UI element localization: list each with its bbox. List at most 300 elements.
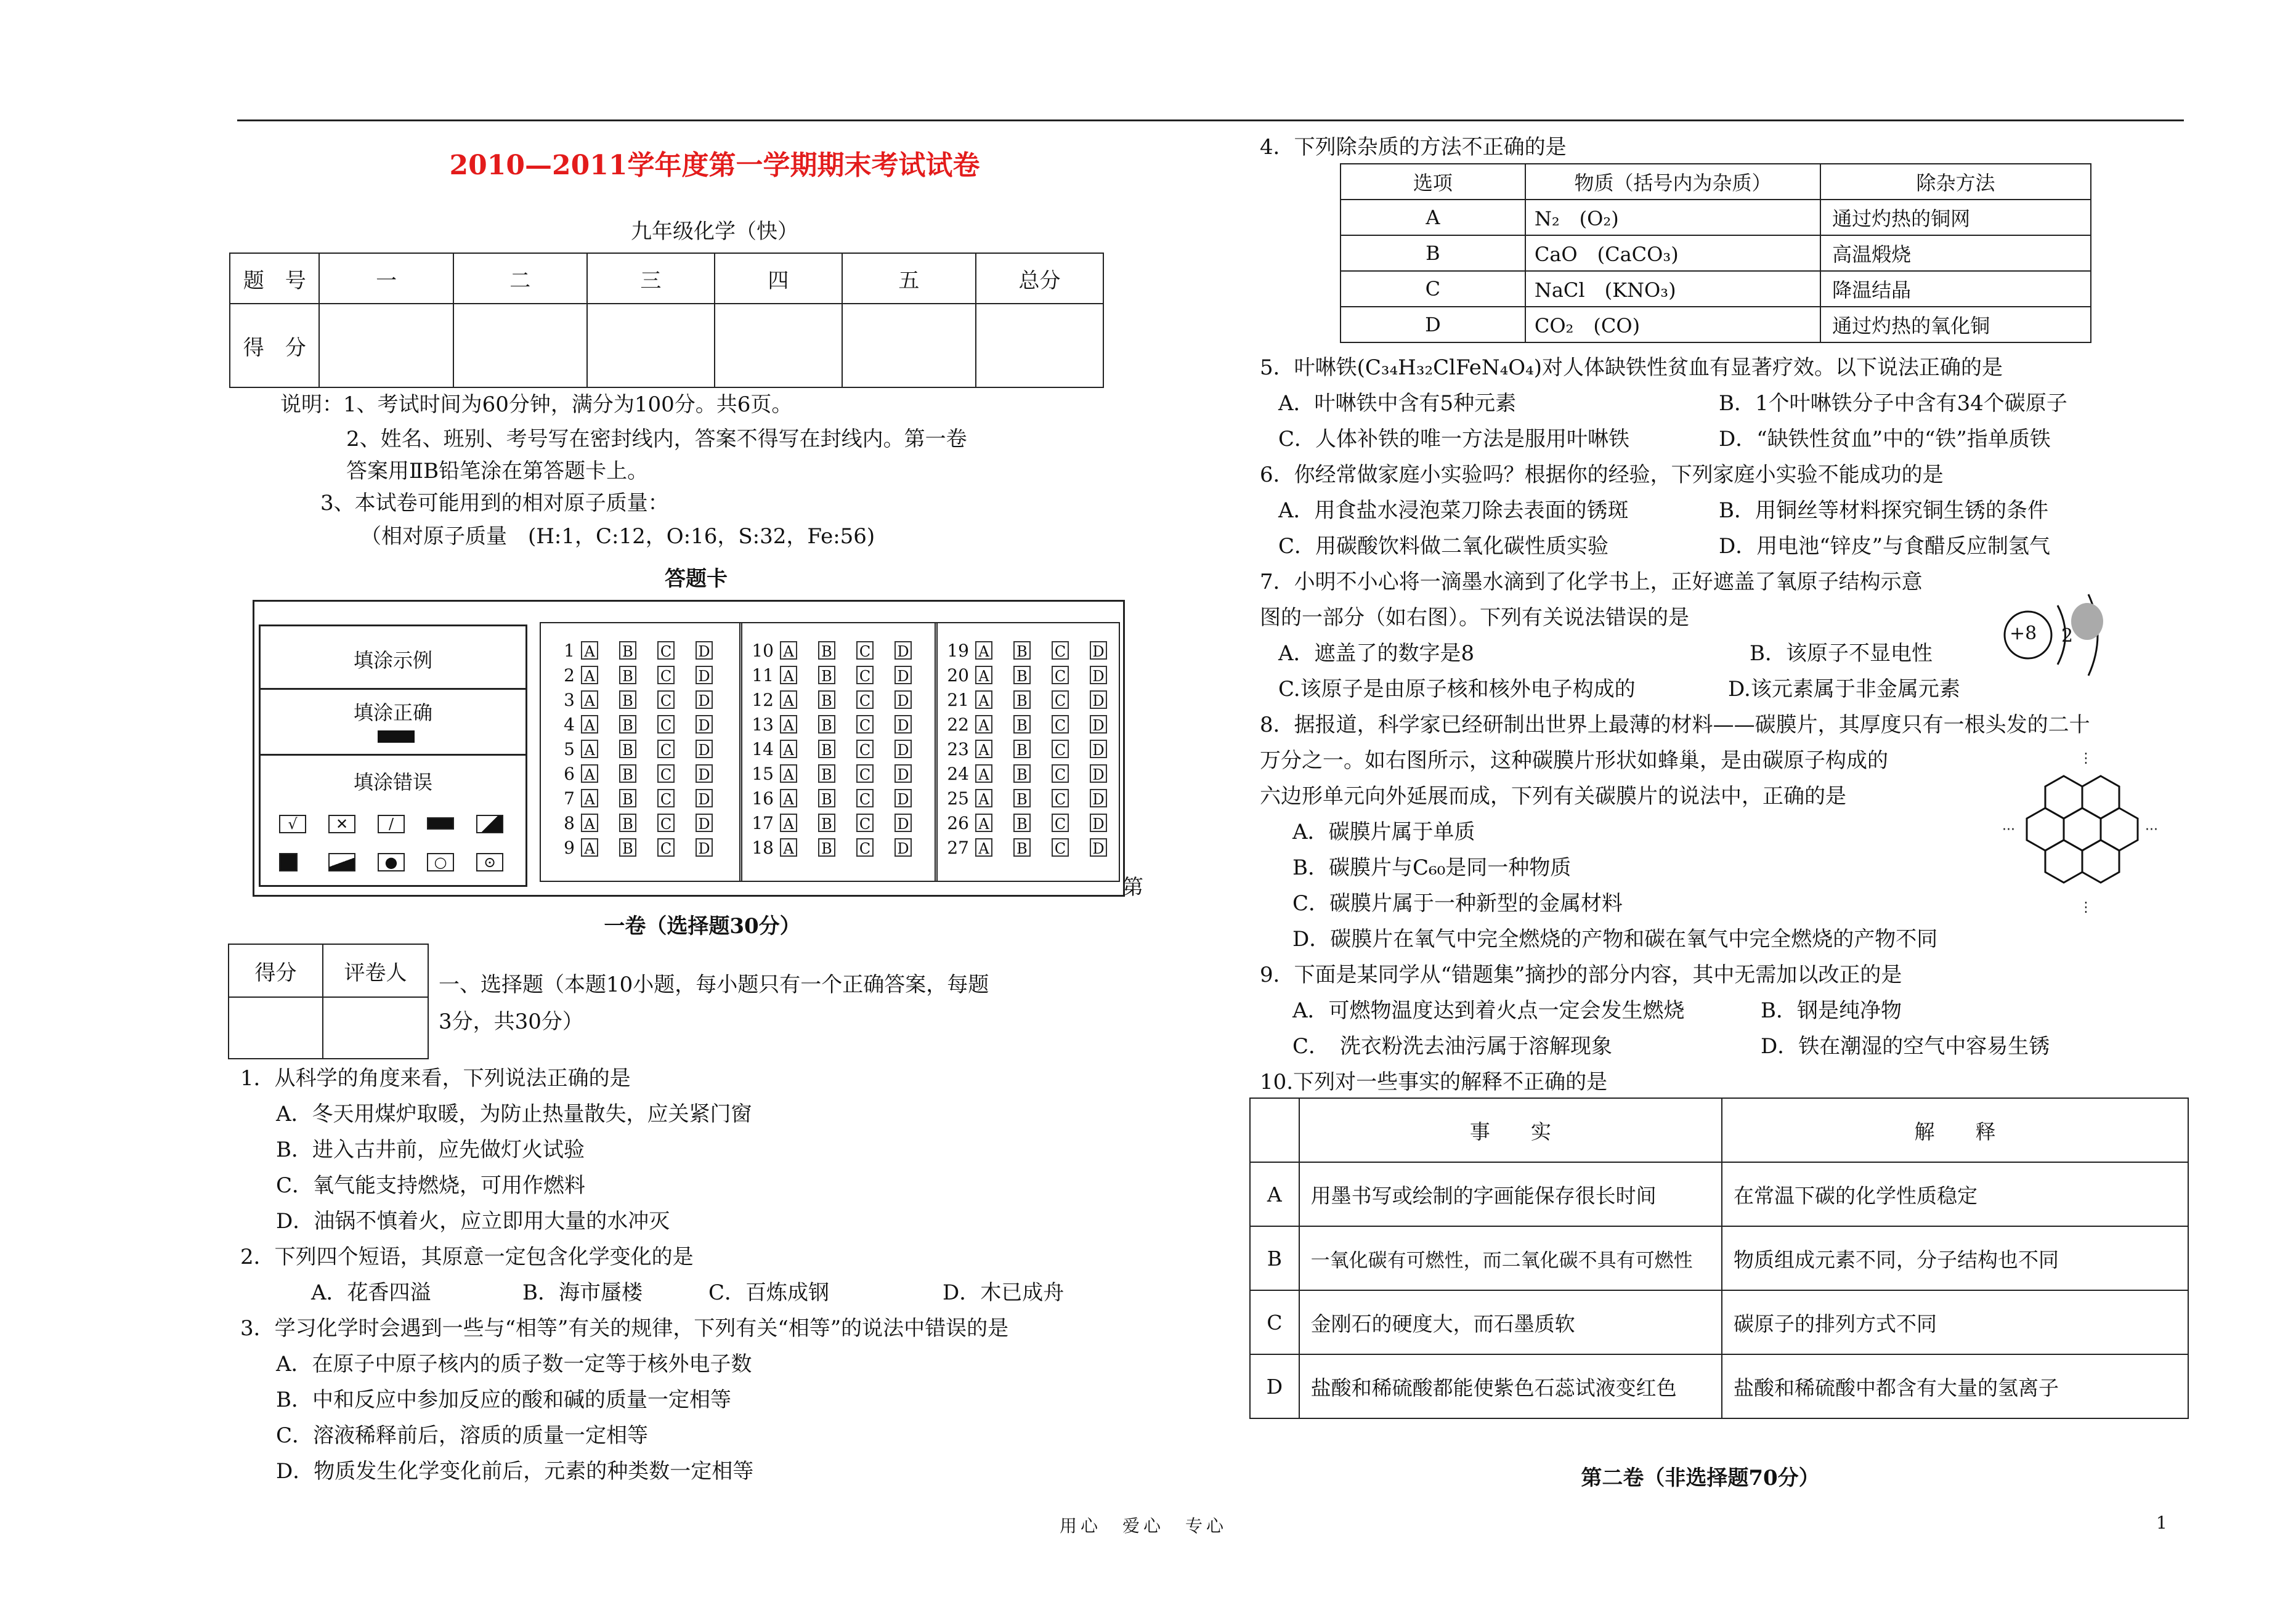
answer-bubble[interactable]: A — [975, 690, 992, 709]
answer-bubble[interactable]: D — [894, 666, 912, 684]
q10-cell: D — [1250, 1354, 1299, 1418]
answer-bubble[interactable]: A — [780, 838, 797, 857]
q4-cell: 通过灼热的氧化铜 — [1820, 307, 2091, 342]
answer-bubble[interactable]: A — [581, 814, 598, 832]
answer-bubble[interactable]: B — [818, 814, 835, 832]
note-line: （相对原子质量 (H:1，C:12，O:16，S:32，Fe:56) — [360, 524, 875, 549]
answer-bubble[interactable]: D — [696, 789, 713, 807]
answer-row — [744, 813, 933, 836]
wrong-mark-wedge — [328, 853, 355, 871]
q7-option: D.该元素属于非金属元素 — [1728, 677, 1960, 701]
answer-bubble[interactable]: B — [818, 690, 835, 709]
q2-option: A．花香四溢 — [311, 1280, 431, 1305]
answer-bubble[interactable]: C — [856, 641, 874, 660]
wrong-mark-dot: ● — [378, 853, 405, 871]
q1-option: C．氧气能支持燃烧，可用作燃料 — [276, 1173, 586, 1198]
answer-bubble[interactable]: A — [581, 666, 598, 684]
part2-title: 第二卷（非选择题70分） — [1581, 1466, 1820, 1490]
grader-reviewer-label: 评卷人 — [323, 944, 428, 997]
q9-option: C． 洗衣粉洗去油污属于溶解现象 — [1292, 1034, 1613, 1059]
q2-option: C．百炼成钢 — [708, 1280, 830, 1305]
score-header-cell: 一 — [319, 253, 453, 304]
q10-cell: 一氧化碳有可燃性，而二氧化碳不具有可燃性 — [1299, 1226, 1722, 1290]
answer-bubble[interactable]: C — [657, 715, 675, 734]
page-number: 1 — [2156, 1513, 2167, 1533]
question-number: 15 — [752, 764, 774, 784]
q10-cell: 用墨书写或绘制的字画能保存很长时间 — [1299, 1162, 1722, 1226]
answer-bubble[interactable]: C — [856, 715, 874, 734]
answer-row — [545, 739, 734, 762]
answer-bubble[interactable]: C — [1052, 764, 1069, 783]
answer-row — [744, 739, 933, 762]
answer-row — [545, 714, 734, 738]
answer-bubble[interactable]: C — [1052, 838, 1069, 857]
question-number: 8 — [564, 813, 575, 833]
q10-cell: 盐酸和稀硫酸都能使紫色石蕊试液变红色 — [1299, 1354, 1722, 1418]
answer-bubble[interactable]: C — [856, 740, 874, 758]
carbon-honeycomb-diagram — [2002, 751, 2168, 924]
answer-bubble[interactable]: A — [581, 690, 598, 709]
answer-row — [545, 764, 734, 787]
q10-cell: A — [1250, 1162, 1299, 1226]
answer-bubble[interactable]: D — [1090, 641, 1107, 660]
answer-row — [545, 838, 734, 861]
q10-header-cell — [1250, 1098, 1299, 1162]
answer-bubble[interactable]: C — [856, 814, 874, 832]
q5-option: B．1个叶啉铁分子中含有34个碳原子 — [1719, 391, 2067, 416]
q10-cell: 碳原子的排列方式不同 — [1722, 1290, 2188, 1354]
answer-row — [545, 788, 734, 812]
answer-bubble[interactable]: B — [1013, 641, 1031, 660]
q3-stem: 3．学习化学时会遇到一些与“相等”有关的规律，下列有关“相等”的说法中错误的是 — [240, 1316, 1009, 1341]
answer-bubble[interactable]: C — [1052, 740, 1069, 758]
answer-bubble[interactable]: D — [1090, 715, 1107, 734]
wrong-mark-check: √ — [279, 815, 306, 833]
answer-bubble[interactable]: D — [894, 690, 912, 709]
legend-wrong-section — [261, 756, 525, 879]
answer-bubble[interactable]: B — [1013, 764, 1031, 783]
answer-bubble[interactable]: D — [1090, 740, 1107, 758]
q2-option: D．木已成舟 — [943, 1280, 1065, 1305]
q8-option: C．碳膜片属于一种新型的金属材料 — [1292, 891, 1623, 916]
score-cell — [587, 304, 715, 387]
answer-bubble[interactable]: A — [581, 715, 598, 734]
wrong-mark-circle: ○ — [427, 853, 454, 871]
answer-bubble[interactable]: C — [657, 764, 675, 783]
q10-cell: 在常温下碳的化学性质稳定 — [1722, 1162, 2188, 1226]
question-number: 22 — [947, 714, 969, 735]
answer-bubble[interactable]: C — [856, 764, 874, 783]
answer-bubble[interactable]: B — [818, 740, 835, 758]
q7-stem: 图的一部分（如右图）。下列有关说法错误的是 — [1260, 605, 1689, 630]
answer-bubble[interactable]: A — [780, 814, 797, 832]
q10-cell: 盐酸和稀硫酸中都含有大量的氢离子 — [1722, 1354, 2188, 1418]
legend-example-section — [261, 626, 525, 690]
exam-title: 2010—2011学年度第一学期期末考试试卷 — [449, 150, 980, 181]
q8-option: D．碳膜片在氧气中完全燃烧的产物和碳在氧气中完全燃烧的产物不同 — [1292, 927, 1938, 952]
answer-bubble[interactable]: D — [1090, 838, 1107, 857]
answer-bubble[interactable]: A — [780, 690, 797, 709]
q10-table — [1249, 1098, 2189, 1419]
answer-bubble[interactable]: B — [818, 838, 835, 857]
q4-cell: N₂ (O₂) — [1525, 200, 1820, 235]
q5-option: D．“缺铁性贫血”中的“铁”指单质铁 — [1719, 427, 2051, 451]
q3-option: A．在原子中原子核内的质子数一定等于核外电子数 — [276, 1352, 752, 1376]
answer-row — [939, 813, 1128, 836]
answer-bubble[interactable]: B — [619, 715, 636, 734]
question-number: 13 — [752, 714, 774, 735]
answer-card-title: 答题卡 — [665, 567, 728, 591]
answer-bubble[interactable]: B — [619, 641, 636, 660]
answer-row — [744, 665, 933, 689]
question-number: 6 — [564, 764, 575, 784]
answer-bubble[interactable]: D — [1090, 789, 1107, 807]
answer-row — [545, 813, 734, 836]
answer-row — [939, 739, 1128, 762]
answer-bubble[interactable]: C — [657, 740, 675, 758]
answer-bubble[interactable]: C — [1052, 690, 1069, 709]
answer-bubble[interactable]: D — [696, 740, 713, 758]
q7-option: C.该原子是由原子核和核外电子构成的 — [1278, 677, 1636, 701]
svg-text:⋮: ⋮ — [2079, 900, 2093, 915]
q7-option: A．遮盖了的数字是8 — [1278, 641, 1475, 666]
q6-option: C．用碳酸饮料做二氧化碳性质实验 — [1278, 534, 1609, 559]
q8-option: A．碳膜片属于单质 — [1292, 820, 1475, 844]
part1-title: 一卷（选择题30分） — [604, 914, 801, 939]
answer-row — [744, 764, 933, 787]
answer-bubble[interactable]: C — [856, 666, 874, 684]
q9-stem: 9．下面是某同学从“错题集”摘抄的部分内容，其中无需加以改正的是 — [1260, 963, 1902, 987]
note-line: 说明：1、考试时间为60分钟，满分为100分。共6页。 — [280, 392, 793, 417]
atom-shell-label: 2 — [2061, 625, 2074, 647]
answer-row — [744, 641, 933, 664]
question-number: 4 — [564, 714, 575, 735]
legend-wrong-label: 填涂错误 — [353, 770, 432, 794]
part1-intro-line: 3分，共30分） — [439, 1009, 583, 1034]
score-cell — [453, 304, 587, 387]
answer-bubble[interactable]: D — [894, 814, 912, 832]
q1-option: B．进入古井前，应先做灯火试验 — [276, 1138, 585, 1162]
score-cell — [319, 304, 453, 387]
answer-bubble[interactable]: A — [975, 789, 992, 807]
q4-cell: B — [1341, 235, 1525, 271]
q8-stem: 万分之一。如右图所示，这种碳膜片形状如蜂巢，是由碳原子构成的 — [1260, 748, 1888, 773]
question-number: 7 — [564, 788, 575, 809]
score-header-cell: 三 — [587, 253, 715, 304]
question-number: 21 — [947, 690, 969, 710]
exam-subtitle: 九年级化学（快） — [631, 219, 798, 244]
page-footer: 用心 爱心 专心 — [1060, 1516, 1228, 1536]
answer-bubble[interactable]: C — [1052, 666, 1069, 684]
answer-bubble[interactable]: B — [1013, 740, 1031, 758]
q4-cell: 降温结晶 — [1820, 271, 2091, 307]
q7-stem: 7．小明不小心将一滴墨水滴到了化学书上，正好遮盖了氧原子结构示意 — [1260, 570, 1923, 594]
legend-correct-label: 填涂正确 — [353, 701, 432, 724]
answer-row — [939, 764, 1128, 787]
answer-bubble[interactable]: B — [818, 764, 835, 783]
answer-bubble[interactable]: B — [1013, 814, 1031, 832]
score-header-cell: 总分 — [976, 253, 1103, 304]
q4-header-cell: 物质（括号内为杂质） — [1525, 164, 1820, 200]
q4-header-cell: 除杂方法 — [1820, 164, 2091, 200]
q9-option: D．铁在潮湿的空气中容易生锈 — [1761, 1034, 2050, 1059]
q4-table — [1340, 163, 2091, 343]
wrong-mark-block — [279, 853, 298, 871]
answer-bubble[interactable]: D — [894, 740, 912, 758]
answer-row — [744, 690, 933, 713]
answer-bubble[interactable]: C — [1052, 814, 1069, 832]
answer-row — [939, 788, 1128, 812]
answer-row — [545, 690, 734, 713]
answer-bubble[interactable]: A — [975, 641, 992, 660]
q8-stem: 六边形单元向外延展而成，下列有关碳膜片的说法中，正确的是 — [1260, 784, 1846, 809]
question-number: 9 — [564, 838, 575, 858]
answer-bubble[interactable]: C — [657, 814, 675, 832]
wrong-mark-target: ⊙ — [476, 853, 503, 871]
q5-option: A．叶啉铁中含有5种元素 — [1278, 391, 1517, 416]
answer-bubble[interactable]: C — [856, 838, 874, 857]
answer-row — [939, 838, 1128, 861]
grader-reviewer-cell — [323, 997, 428, 1059]
answer-bubble[interactable]: B — [1013, 789, 1031, 807]
answer-bubble[interactable]: D — [894, 789, 912, 807]
answer-bubble[interactable]: A — [780, 764, 797, 783]
correct-fill-mark — [378, 730, 415, 743]
answer-bubble[interactable]: B — [1013, 690, 1031, 709]
answer-bubble[interactable]: C — [657, 690, 675, 709]
atom-diagram — [1996, 588, 2132, 681]
answer-bubble[interactable]: A — [975, 740, 992, 758]
answer-bubble[interactable]: D — [696, 764, 713, 783]
question-number: 23 — [947, 739, 969, 759]
answer-bubble[interactable]: B — [619, 789, 636, 807]
q3-option: D．物质发生化学变化前后，元素的种类数一定相等 — [276, 1459, 754, 1484]
answer-bubble[interactable]: C — [657, 666, 675, 684]
question-number: 20 — [947, 665, 969, 685]
q2-option: B．海市蜃楼 — [522, 1280, 643, 1305]
q1-stem: 1．从科学的角度来看，下列说法正确的是 — [240, 1066, 631, 1091]
score-header-cell: 二 — [453, 253, 587, 304]
question-number: 5 — [564, 739, 575, 759]
question-number: 26 — [947, 813, 969, 833]
q4-cell: 通过灼热的铜网 — [1820, 200, 2091, 235]
q10-cell: B — [1250, 1226, 1299, 1290]
answer-bubble[interactable]: A — [975, 838, 992, 857]
note-line: 3、本试卷可能用到的相对原子质量： — [320, 491, 669, 515]
answer-bubble[interactable]: B — [1013, 715, 1031, 734]
q10-header-cell: 事 实 — [1299, 1098, 1722, 1162]
q10-cell: 物质组成元素不同，分子结构也不同 — [1722, 1226, 2188, 1290]
answer-bubble[interactable]: C — [657, 789, 675, 807]
q6-option: A．用食盐水浸泡菜刀除去表面的锈斑 — [1278, 498, 1629, 523]
q10-cell: 金刚石的硬度大，而石墨质软 — [1299, 1290, 1722, 1354]
legend-correct-section — [261, 690, 525, 756]
answer-bubble[interactable]: D — [696, 715, 713, 734]
q10-cell: C — [1250, 1290, 1299, 1354]
q4-stem: 4．下列除杂质的方法不正确的是 — [1260, 135, 1567, 160]
question-number: 27 — [947, 838, 969, 858]
svg-text:···: ··· — [2002, 822, 2015, 838]
answer-bubble[interactable]: D — [1090, 690, 1107, 709]
wrong-mark-cross: ✕ — [328, 815, 355, 833]
score-cell — [842, 304, 976, 387]
answer-bubble[interactable]: D — [696, 690, 713, 709]
answer-bubble[interactable]: B — [619, 666, 636, 684]
question-number: 11 — [752, 665, 774, 685]
answer-bubble[interactable]: D — [696, 641, 713, 660]
answer-bubble[interactable]: C — [856, 690, 874, 709]
answer-bubble[interactable]: B — [818, 666, 835, 684]
answer-bubble[interactable]: D — [894, 715, 912, 734]
answer-bubble[interactable]: B — [619, 814, 636, 832]
q1-option: D．油锅不慎着火，应立即用大量的水冲灭 — [276, 1209, 670, 1234]
question-number: 24 — [947, 764, 969, 784]
answer-bubble[interactable]: A — [581, 838, 598, 857]
question-number: 17 — [752, 813, 774, 833]
score-cell — [976, 304, 1103, 387]
answer-bubble[interactable]: D — [1090, 764, 1107, 783]
score-table — [229, 253, 1104, 388]
answer-row — [744, 838, 933, 861]
answer-bubble[interactable]: A — [780, 740, 797, 758]
q2-stem: 2．下列四个短语，其原意一定包含化学变化的是 — [240, 1245, 694, 1269]
answer-bubble[interactable]: A — [975, 715, 992, 734]
answer-bubble[interactable]: A — [780, 715, 797, 734]
answer-bubble[interactable]: C — [856, 789, 874, 807]
q3-option: C．溶液稀释前后，溶质的质量一定相等 — [276, 1423, 649, 1448]
answer-row — [545, 665, 734, 689]
answer-bubble[interactable]: A — [975, 666, 992, 684]
score-header-cell: 题 号 — [230, 253, 319, 304]
atom-nucleus-label: +8 — [2010, 623, 2037, 644]
answer-row — [939, 641, 1128, 664]
answer-bubble[interactable]: B — [619, 764, 636, 783]
answer-row — [939, 714, 1128, 738]
answer-bubble[interactable]: B — [818, 789, 835, 807]
svg-text:⋮: ⋮ — [2079, 751, 2093, 766]
answer-bubble[interactable]: C — [657, 838, 675, 857]
q7-option: B．该原子不显电性 — [1750, 641, 1933, 666]
answer-row — [545, 641, 734, 664]
q4-cell: C — [1341, 271, 1525, 307]
wrong-mark-half — [476, 815, 503, 833]
answer-bubble[interactable]: B — [818, 641, 835, 660]
answer-bubble[interactable]: A — [975, 814, 992, 832]
answer-bubble[interactable]: C — [1052, 641, 1069, 660]
part1-intro-line: 一、选择题（本题10小题，每小题只有一个正确答案，每题 — [439, 972, 989, 997]
q4-cell: A — [1341, 200, 1525, 235]
q6-stem: 6．你经常做家庭小实验吗？根据你的经验，下列家庭小实验不能成功的是 — [1260, 463, 1944, 487]
q6-option: B．用铜丝等材料探究铜生锈的条件 — [1719, 498, 2048, 523]
answer-bubble[interactable]: D — [1090, 814, 1107, 832]
note-line: 2、姓名、班别、考号写在密封线内，答案不得写在封线内。第一卷 — [346, 427, 967, 451]
answer-row — [744, 788, 933, 812]
q4-cell: CaO (CaCO₃) — [1525, 235, 1820, 271]
score-row-label: 得 分 — [230, 304, 319, 387]
score-header-cell: 五 — [842, 253, 976, 304]
fill-legend — [259, 625, 527, 887]
answer-bubble[interactable]: D — [894, 838, 912, 857]
q9-option: B．钢是纯净物 — [1761, 998, 1902, 1023]
q4-cell: 高温煅烧 — [1820, 235, 2091, 271]
wrong-mark-slash: / — [378, 815, 405, 833]
question-number: 2 — [564, 665, 575, 685]
card-trailing-text: 第 — [1122, 875, 1143, 900]
grader-score-cell — [229, 997, 323, 1059]
answer-bubble[interactable]: A — [581, 641, 598, 660]
question-number: 25 — [947, 788, 969, 809]
q8-option: B．碳膜片与C₆₀是同一种物质 — [1292, 855, 1572, 880]
grader-table — [228, 944, 429, 1059]
question-number: 1 — [564, 641, 575, 661]
question-number: 18 — [752, 838, 774, 858]
q8-stem: 8．据报道，科学家已经研制出世界上最薄的材料——碳膜片，其厚度只有一根头发的二十 — [1260, 713, 2090, 737]
answer-bubble[interactable]: A — [975, 764, 992, 783]
question-number: 10 — [752, 641, 774, 661]
answer-bubble[interactable]: A — [780, 666, 797, 684]
question-number: 16 — [752, 788, 774, 809]
q4-cell: NaCl (KNO₃) — [1525, 271, 1820, 307]
answer-bubble[interactable]: A — [780, 789, 797, 807]
legend-example-label: 填涂示例 — [353, 649, 432, 672]
top-rule — [237, 119, 2184, 121]
answer-bubble[interactable]: B — [818, 715, 835, 734]
q6-option: D．用电池“锌皮”与食醋反应制氢气 — [1719, 534, 2051, 559]
q10-stem: 10.下列对一些事实的解释不正确的是 — [1260, 1070, 1608, 1094]
answer-bubble[interactable]: A — [581, 740, 598, 758]
answer-bubble[interactable]: D — [696, 814, 713, 832]
answer-bubble[interactable]: C — [1052, 789, 1069, 807]
answer-row — [939, 665, 1128, 689]
answer-bubble[interactable]: B — [619, 740, 636, 758]
answer-bubble[interactable]: D — [696, 666, 713, 684]
question-number: 14 — [752, 739, 774, 759]
answer-bubble[interactable]: B — [619, 838, 636, 857]
q10-header-cell: 解 释 — [1722, 1098, 2188, 1162]
q9-option: A．可燃物温度达到着火点一定会发生燃烧 — [1292, 998, 1685, 1023]
answer-row — [744, 714, 933, 738]
answer-bubble[interactable]: C — [1052, 715, 1069, 734]
question-number: 19 — [947, 641, 969, 661]
grader-score-label: 得分 — [229, 944, 323, 997]
question-number: 3 — [564, 690, 575, 710]
answer-bubble[interactable]: C — [657, 641, 675, 660]
q5-stem: 5．叶啉铁(C₃₄H₃₂ClFeN₄O₄)对人体缺铁性贫血有显著疗效。以下说法正确的是 — [1260, 355, 2003, 380]
answer-bubble[interactable]: D — [696, 838, 713, 857]
q4-cell: CO₂ (CO) — [1525, 307, 1820, 342]
answer-bubble[interactable]: A — [780, 641, 797, 660]
answer-bubble[interactable]: D — [894, 641, 912, 660]
answer-bubble[interactable]: D — [1090, 666, 1107, 684]
answer-bubble[interactable]: B — [619, 690, 636, 709]
answer-row — [939, 690, 1128, 713]
q4-header-cell: 选项 — [1341, 164, 1525, 200]
note-line: 答案用ⅡB铅笔涂在第答题卡上。 — [346, 459, 649, 483]
answer-bubble[interactable]: B — [1013, 838, 1031, 857]
answer-bubble[interactable]: A — [581, 789, 598, 807]
answer-bubble[interactable]: B — [1013, 666, 1031, 684]
svg-text:···: ··· — [2145, 822, 2158, 838]
answer-bubble[interactable]: A — [581, 764, 598, 783]
score-cell — [715, 304, 842, 387]
q1-option: A．冬天用煤炉取暖，为防止热量散失，应关紧门窗 — [276, 1102, 752, 1126]
answer-bubble[interactable]: D — [894, 764, 912, 783]
q4-cell: D — [1341, 307, 1525, 342]
question-number: 12 — [752, 690, 774, 710]
wrong-mark-bar — [427, 817, 454, 830]
score-header-cell: 四 — [715, 253, 842, 304]
q3-option: B．中和反应中参加反应的酸和碱的质量一定相等 — [276, 1388, 731, 1412]
